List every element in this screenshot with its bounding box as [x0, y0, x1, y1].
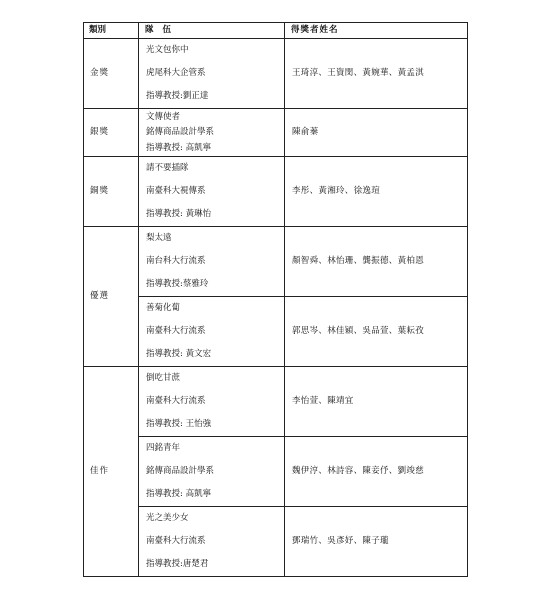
team-advisor: 指導教授:唐楚君	[146, 559, 209, 570]
winners-cell: 郭思岑、林佳穎、吳品萱、葉耘孜	[285, 297, 468, 367]
table-row	[84, 109, 468, 157]
team-school: 南臺科大行流系	[146, 396, 206, 407]
team-name: 倒吃甘蔗	[146, 373, 181, 384]
winners-cell: 顏智舜、林怡珊、龔振德、黃柏恩	[285, 227, 468, 297]
team-school: 銘傳商品設計學系	[146, 466, 215, 477]
team-name: 善菊化蔔	[146, 303, 181, 314]
header-category: 類別	[84, 23, 139, 39]
team-cell	[139, 227, 285, 297]
table-row	[84, 367, 468, 437]
table-row	[84, 157, 468, 227]
winners-cell: 李怡萱、陳靖宜	[285, 367, 468, 437]
team-name: 四銘青年	[146, 443, 181, 454]
team-school: 南臺科大行流系	[146, 326, 206, 337]
team-advisor: 指導教授: 黃文宏	[146, 349, 212, 360]
team-advisor: 指導教授: 王怡強	[146, 419, 212, 430]
winners-cell: 李彤、黃湘玲、徐逸瑄	[285, 157, 468, 227]
team-name: 請不要插隊	[146, 163, 189, 174]
table-row	[84, 227, 468, 297]
awards-table	[83, 22, 468, 577]
team-advisor: 指導教授: 高凱寧	[146, 489, 212, 500]
team-school: 南臺科大視傳系	[146, 186, 206, 197]
team-cell	[139, 507, 285, 577]
winners-cell: 鄧瑞竹、吳彥妤、陳子瓏	[285, 507, 468, 577]
team-school: 南臺科大行流系	[146, 536, 206, 547]
team-cell	[139, 109, 285, 157]
table-row	[84, 297, 468, 367]
team-name: 光文包你中	[146, 45, 189, 56]
team-school: 南台科大行流系	[146, 256, 206, 267]
team-advisor: 指導教授:蔡雅玲	[146, 279, 209, 290]
team-name: 梨太遠	[146, 233, 172, 244]
team-advisor: 指導教授: 黃琳怡	[146, 209, 212, 220]
table-row	[84, 507, 468, 577]
team-cell	[139, 39, 285, 109]
table-row	[84, 39, 468, 109]
team-cell	[139, 297, 285, 367]
header-team: 隊 伍	[139, 23, 285, 39]
team-school: 銘傳商品設計學系	[146, 127, 215, 138]
winners-cell: 王琦淳、王資閔、黃婉華、黃孟淇	[285, 39, 468, 109]
team-cell	[139, 367, 285, 437]
category-cell: 佳作	[84, 367, 139, 577]
team-cell	[139, 437, 285, 507]
table-row	[84, 437, 468, 507]
team-cell	[139, 157, 285, 227]
header-winners: 得獎者姓名	[285, 23, 468, 39]
category-cell: 金獎	[84, 39, 139, 109]
header-row	[84, 23, 468, 39]
winners-cell: 魏伊涥、林詩容、陳妾伃、劉竣慈	[285, 437, 468, 507]
team-advisor: 指導教授: 高凱寧	[146, 142, 212, 153]
team-name: 光之美少女	[146, 513, 189, 524]
category-cell: 銀獎	[84, 109, 139, 157]
category-cell: 優選	[84, 227, 139, 367]
team-school: 虎尾科大企管系	[146, 68, 206, 79]
winners-cell: 陳俞蓁	[285, 109, 468, 157]
team-name: 文傳使者	[146, 111, 181, 122]
category-cell: 銅獎	[84, 157, 139, 227]
team-advisor: 指導教授:劉正達	[146, 91, 209, 102]
